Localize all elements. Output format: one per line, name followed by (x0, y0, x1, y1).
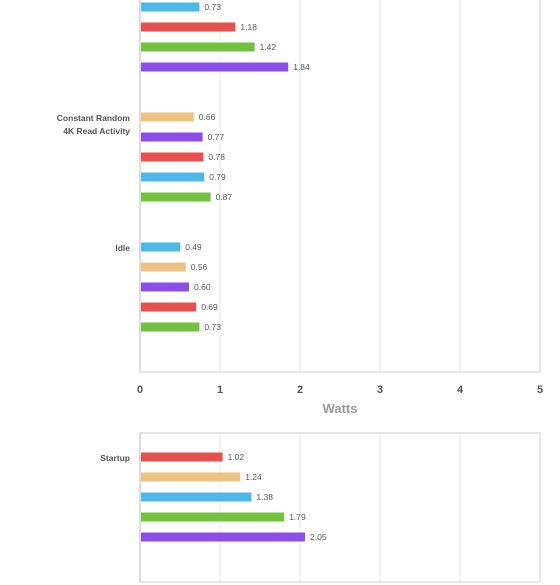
bar (141, 153, 203, 162)
value-label: 0.79 (209, 172, 226, 182)
value-label: 1.02 (227, 452, 245, 462)
bar (141, 113, 194, 122)
value-label: 0.87 (215, 192, 233, 202)
value-label: 1.24 (245, 472, 262, 482)
bar (141, 193, 211, 202)
value-label: 1.84 (293, 62, 310, 72)
category-label (57, 113, 131, 136)
x-axis-title: Watts (322, 401, 358, 416)
bar (141, 533, 305, 542)
value-label: 1.38 (256, 492, 273, 502)
x-tick-label: 5 (536, 384, 544, 396)
value-label: 1.18 (240, 22, 257, 32)
chart-panel-1 (57, 0, 543, 416)
value-label: 0.66 (198, 112, 216, 122)
chart-panel-2 (100, 433, 540, 582)
bar (141, 283, 189, 292)
bar (141, 493, 251, 502)
bar (141, 453, 223, 462)
bar (141, 23, 235, 32)
x-tick-label: 4 (456, 384, 464, 396)
value-label: 0.49 (185, 242, 202, 252)
value-label: 0.77 (207, 132, 225, 142)
value-label: 0.73 (204, 2, 221, 12)
category-label-line: Constant Random (56, 113, 130, 123)
category-label (100, 453, 130, 463)
value-label: 0.78 (208, 152, 225, 162)
bar (141, 133, 203, 142)
category-label-line: Startup (100, 453, 130, 463)
category-label (115, 243, 130, 253)
bar (141, 323, 199, 332)
category-label-line: 4K Read Activity (63, 126, 130, 136)
category-label-line: Idle (115, 243, 130, 253)
value-label: 0.56 (190, 262, 208, 272)
bar (141, 3, 199, 12)
value-label: 2.05 (310, 532, 327, 542)
bar (141, 303, 196, 312)
bar (141, 473, 240, 482)
bar (141, 513, 284, 522)
value-label: 0.69 (201, 302, 218, 312)
bar (141, 243, 180, 252)
x-tick-label: 2 (296, 384, 304, 396)
x-tick-label: 3 (376, 384, 384, 396)
bar (141, 63, 288, 72)
bar (141, 43, 255, 52)
x-tick-label: 0 (136, 384, 144, 396)
value-label: 1.42 (259, 42, 277, 52)
bar (141, 173, 204, 182)
plot-frame (140, 0, 540, 372)
x-tick-label: 1 (216, 384, 224, 396)
value-label: 1.79 (289, 512, 306, 522)
bar (141, 263, 186, 272)
value-label: 0.73 (204, 322, 221, 332)
value-label: 0.60 (194, 282, 211, 292)
